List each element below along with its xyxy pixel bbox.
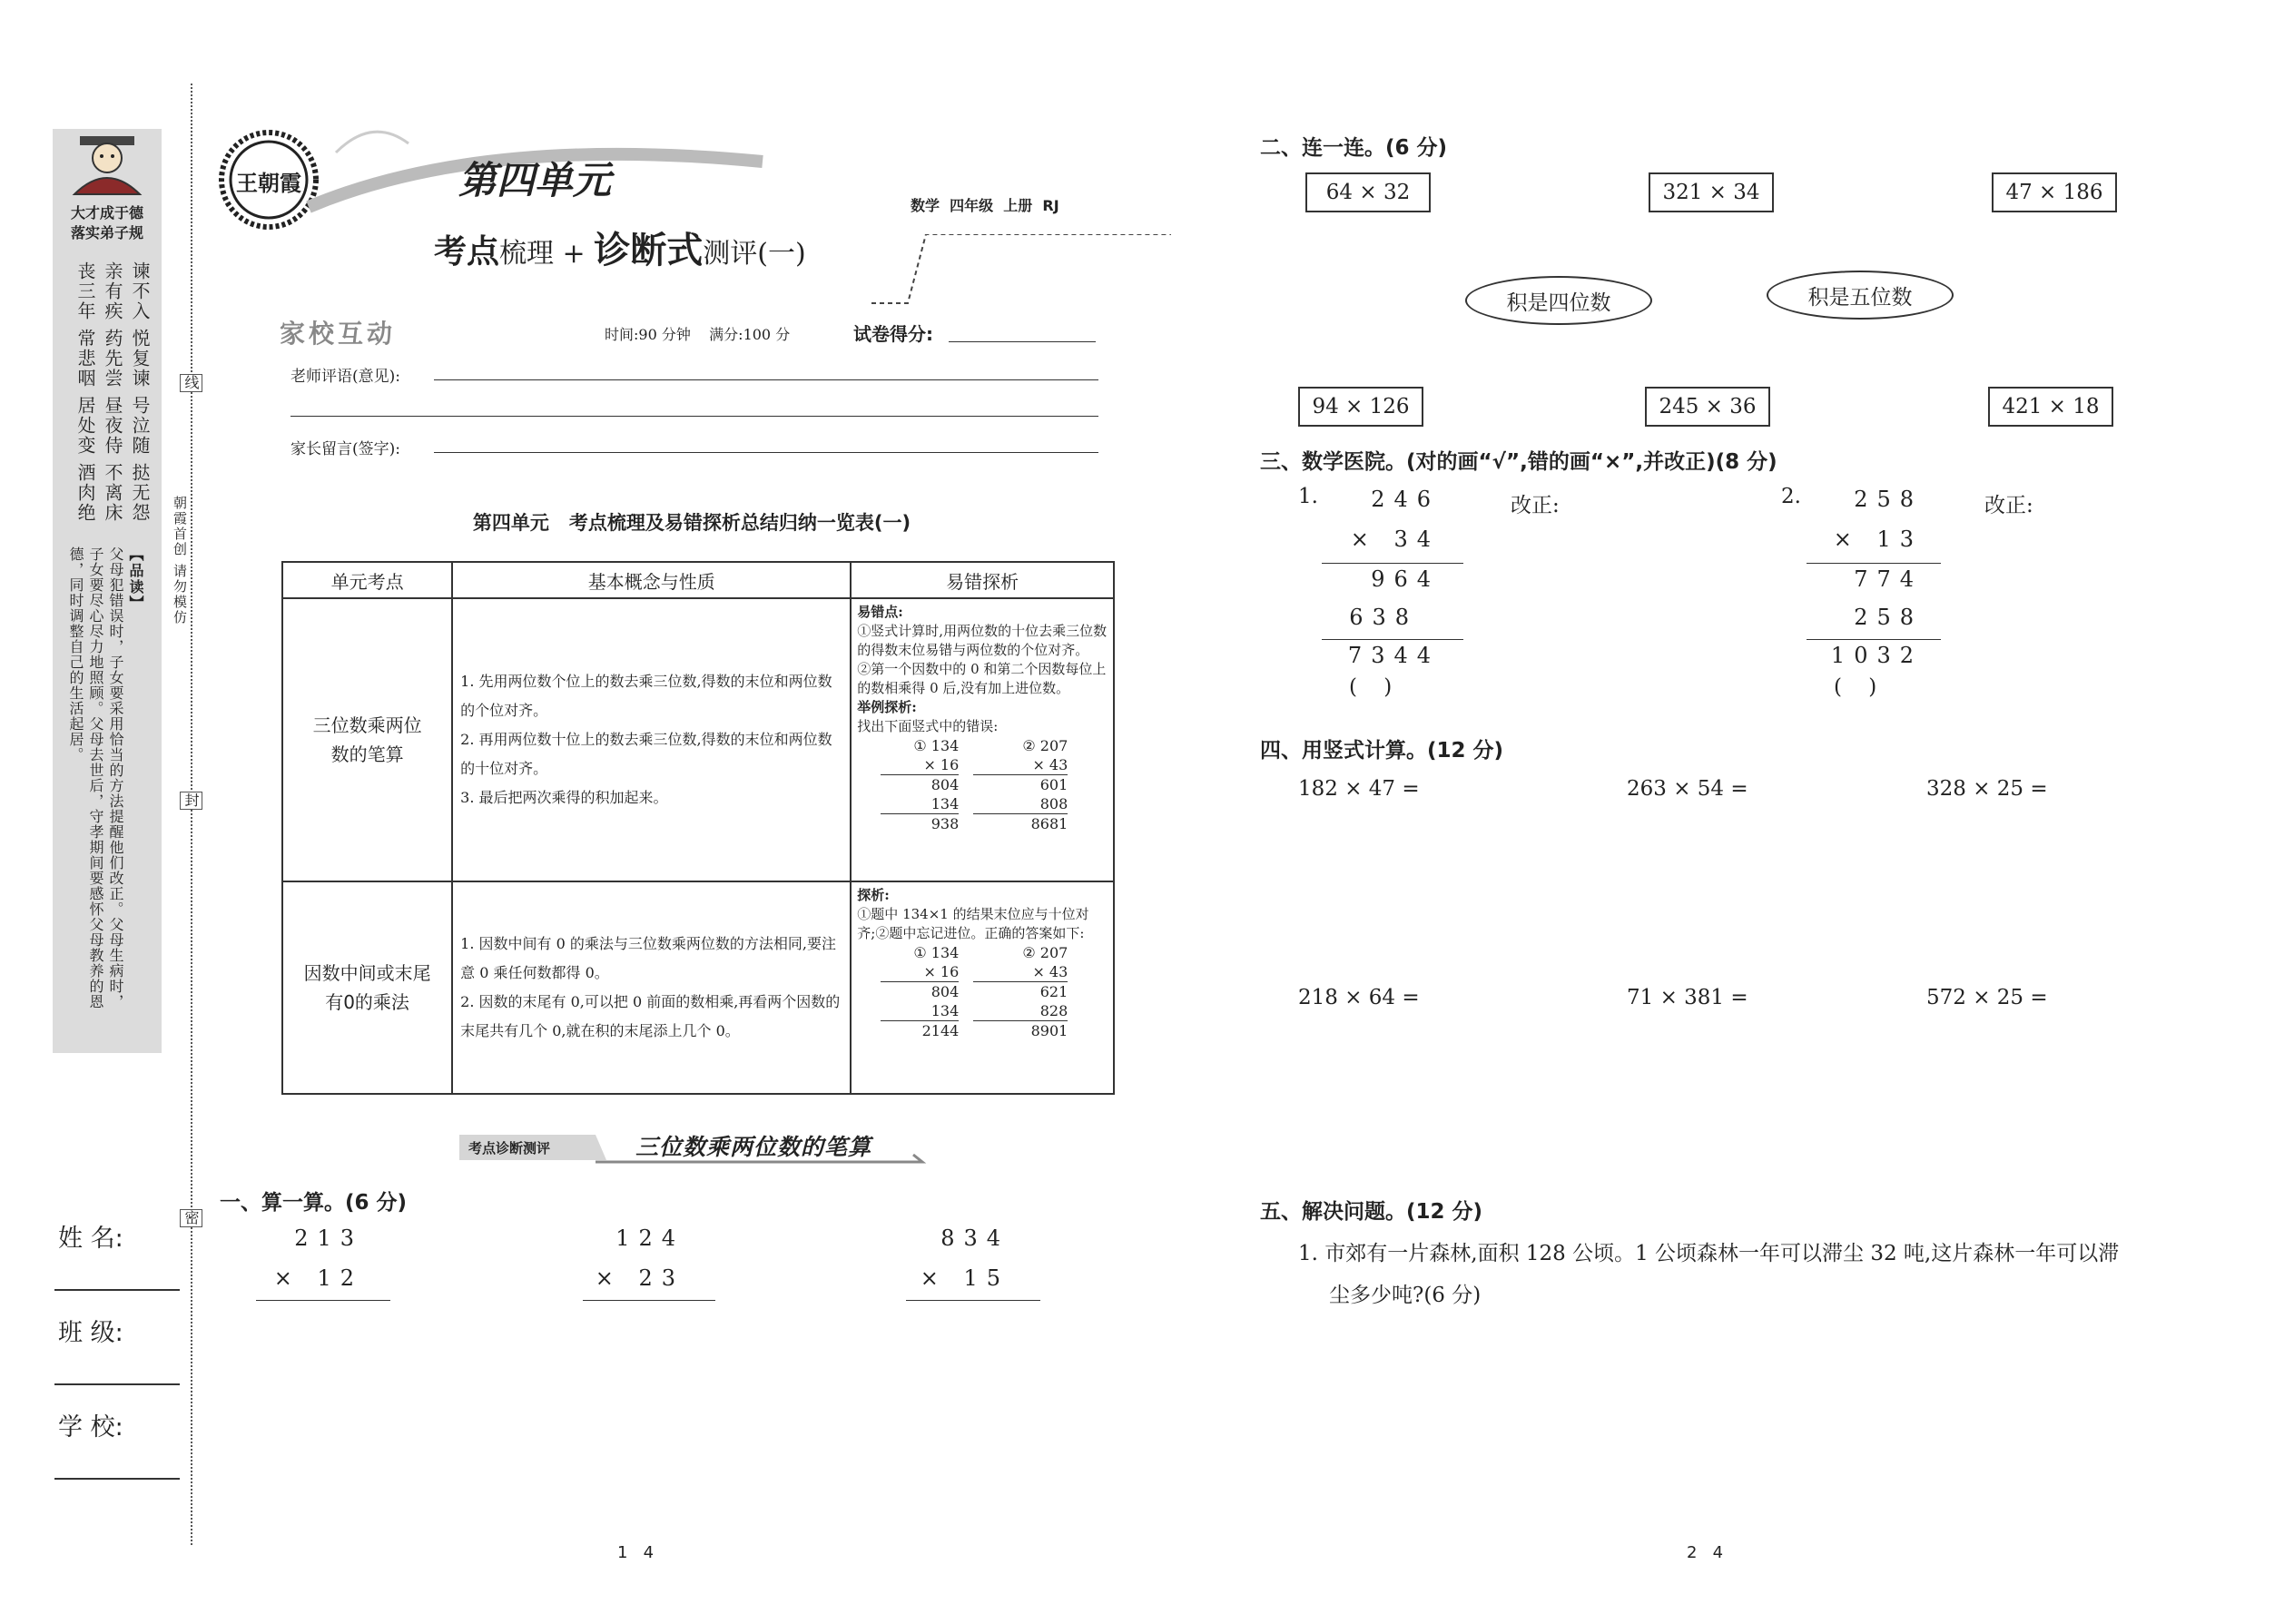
q1-top: 213	[294, 1225, 363, 1251]
q3-calc-line: 774	[1854, 566, 1923, 592]
banner-title: 三位数乘两位数的笔算	[635, 1134, 872, 1160]
poem-line: 昼夜侍	[102, 396, 123, 456]
sidebar-motto-top: 大才成于德	[70, 204, 143, 221]
summary-table	[281, 561, 1115, 1095]
cut-mark: 密	[180, 1209, 202, 1227]
q3-title: 三、数学医院。(对的画“√”,错的画“×”,并改正)(8 分)	[1260, 450, 1777, 474]
q1-bottom: × 12	[273, 1265, 363, 1291]
topic-cell: 因数中间或末尾有0的乘法	[282, 881, 452, 1094]
answer-calcs	[857, 943, 1108, 1040]
example-calc-1	[881, 736, 959, 833]
q1-bottom: × 15	[920, 1265, 1009, 1291]
q3-underline	[1322, 563, 1463, 564]
q4-item[interactable]: 328 × 25 =	[1926, 777, 2048, 801]
q3-underline	[1807, 639, 1941, 640]
match-box-bottom[interactable]: 94 × 126	[1298, 387, 1423, 427]
q4-item[interactable]: 218 × 64 =	[1298, 986, 1420, 1009]
poem-line: 丧三年	[74, 261, 96, 321]
q2-title: 二、连一连。(6 分)	[1260, 136, 1448, 160]
subtitle-part1: 考点	[434, 232, 500, 271]
calc-line: 804	[930, 983, 960, 1000]
q1-top: 124	[615, 1225, 684, 1251]
school-label: 学 校:	[58, 1413, 123, 1442]
page-number-right: 2 4	[1687, 1543, 1724, 1562]
concept-item: 3. 最后把两次乘得的积加起来。	[460, 789, 668, 806]
q3-calc-line: 7344	[1347, 643, 1440, 668]
errors-cell	[851, 598, 1114, 881]
q3-num: 2.	[1781, 485, 1801, 508]
calc-line: 804	[930, 776, 960, 793]
subject-tag: 数学 四年级 上册 RJ	[911, 197, 1059, 214]
answer-calc-1	[881, 943, 959, 1040]
calc-line: ② 207	[1022, 737, 1068, 754]
calc-line: × 43	[973, 962, 1068, 982]
q3-underline	[1322, 639, 1463, 640]
analysis-text: ①题中 134×1 的结果末位应与十位对齐;②题中忘记进位。正确的答案如下:	[857, 906, 1089, 941]
q3-calc-line: × 13	[1833, 527, 1923, 552]
score-label: 试卷得分:	[853, 323, 933, 345]
q3-fix-label: 改正:	[1984, 494, 2033, 517]
q4-title: 四、用竖式计算。(12 分)	[1260, 739, 1504, 763]
banner-tag: 考点诊断测评	[468, 1140, 551, 1156]
example-calcs	[857, 736, 1108, 833]
q3-calc-line: 246	[1371, 487, 1440, 512]
calc-line: × 16	[881, 755, 959, 775]
calc-line: 938	[930, 815, 960, 832]
q3-underline	[1807, 563, 1941, 564]
subtitle-part4: 测评(一)	[703, 238, 806, 270]
page-number-left: 1 4	[617, 1543, 655, 1562]
q1-bottom: × 23	[595, 1265, 684, 1291]
subtitle-part2: 梳理 +	[499, 238, 595, 270]
home-school-label: 家校互动	[280, 319, 397, 349]
q4-item[interactable]: 572 × 25 =	[1926, 986, 2048, 1009]
q3-num: 1.	[1298, 485, 1318, 508]
q3-calc-line: × 34	[1350, 527, 1440, 552]
teacher-comment-label: 老师评语(意见):	[290, 368, 400, 386]
copyright-note: 朝霞首创 请勿模仿	[172, 496, 188, 625]
calc-line: 621	[1039, 983, 1068, 1000]
calc-line: 134	[881, 794, 959, 814]
q1-top: 834	[940, 1225, 1009, 1251]
header-dashed-line	[871, 234, 1171, 307]
reading-text	[65, 546, 125, 1019]
q3-mark[interactable]: ( )	[1349, 675, 1393, 699]
poem-line: 悦复谏	[129, 329, 151, 389]
q3-calc-line: 638	[1349, 605, 1418, 630]
poem-line: 谏不入	[129, 261, 151, 321]
sidebar-motto-bottom: 落实弟子规	[70, 224, 143, 241]
q1-underline	[256, 1300, 390, 1301]
q4-item[interactable]: 182 × 47 =	[1298, 777, 1420, 801]
teacher-comment-line[interactable]	[434, 379, 1098, 380]
teacher-comment-line-2[interactable]	[290, 416, 1098, 417]
brand-name: 王朝霞	[236, 170, 301, 196]
calc-line: 601	[1039, 776, 1068, 793]
match-box-top[interactable]: 64 × 32	[1305, 172, 1431, 212]
calc-line: 2144	[921, 1022, 960, 1039]
q5-problem-line1: 1. 市郊有一片森林,面积 128 公顷。1 公顷森林一年可以滞尘 32 吨,这片森林一年可以滞	[1298, 1242, 2120, 1265]
cut-line	[191, 84, 192, 1545]
q1-underline	[906, 1300, 1040, 1301]
analysis-cell	[851, 881, 1114, 1094]
poem-line: 药先尝	[102, 329, 123, 389]
calc-line: 134	[881, 1001, 959, 1021]
parent-comment-label: 家长留言(签字):	[290, 440, 400, 458]
poem-line: 亲有疾	[102, 261, 123, 321]
name-line[interactable]	[54, 1289, 180, 1291]
example-prompt: 找出下面竖式中的错误:	[857, 718, 999, 734]
example-calc-2	[973, 736, 1068, 833]
calc-line: × 16	[881, 962, 959, 982]
q1-title: 一、算一算。(6 分)	[220, 1191, 408, 1215]
calc-line: ① 134	[913, 737, 960, 754]
q3-calc-line: 258	[1854, 487, 1923, 512]
calc-line: 8681	[1030, 815, 1068, 832]
unit-title: 第四单元	[458, 158, 612, 202]
calc-line: × 43	[973, 755, 1068, 775]
cut-mark: 线	[180, 374, 202, 392]
col-header: 单元考点	[282, 562, 452, 598]
poem-line: 挞无怨	[129, 463, 151, 523]
summary-header-row	[282, 562, 1114, 598]
poem-line: 号泣随	[129, 396, 151, 456]
match-box-bottom[interactable]: 245 × 36	[1645, 387, 1770, 427]
reading-label: 【品读】	[127, 546, 144, 612]
q3-fix-label: 改正:	[1511, 494, 1560, 517]
q4-item[interactable]: 263 × 54 =	[1627, 777, 1748, 801]
reading-text-body: 父母犯错误时，子女要采用恰当的方法提醒他们改正。父母生病时，子女要尽心尽力地照顾。父母去世后，守孝期间要感怀父母教养的恩德，同时调整自己的生活起居。	[67, 546, 124, 1009]
calc-line: ② 207	[1022, 944, 1068, 961]
poem-line: 常悲咽	[74, 329, 96, 389]
q3-calc-line: 1032	[1830, 643, 1923, 668]
poem-line: 居处变	[74, 396, 96, 456]
q5-title: 五、解决问题。(12 分)	[1260, 1200, 1483, 1224]
calc-line: ① 134	[913, 944, 960, 961]
time-info: 时间:90 分钟 满分:100 分	[605, 326, 791, 343]
cut-mark: 封	[180, 792, 202, 810]
topic-cell: 三位数乘两位数的笔算	[282, 598, 452, 881]
summary-row	[282, 881, 1114, 1094]
poem-line: 酒肉绝	[74, 463, 96, 523]
match-box-bottom[interactable]: 421 × 18	[1988, 387, 2113, 427]
col-header: 基本概念与性质	[452, 562, 851, 598]
analysis-label: 探析:	[857, 887, 890, 903]
score-line[interactable]	[949, 341, 1096, 342]
concept-item: 2. 因数的末尾有 0,可以把 0 前面的数相乘,再看两个因数的末尾共有几个 0,就在积的末尾添上几个 0。	[460, 993, 841, 1039]
mascot-illustration	[64, 134, 151, 196]
q1-underline	[583, 1300, 715, 1301]
concept-item: 2. 再用两位数十位上的数去乘三位数,得数的末位和两位数的十位对齐。	[460, 731, 832, 777]
summary-row	[282, 598, 1114, 881]
calc-line: 828	[973, 1001, 1068, 1021]
q3-mark[interactable]: ( )	[1834, 675, 1877, 699]
school-line[interactable]	[54, 1478, 180, 1480]
parent-comment-line[interactable]	[434, 452, 1098, 453]
match-box-top[interactable]: 47 × 186	[1992, 172, 2117, 212]
concept-item: 1. 先用两位数个位上的数去乘三位数,得数的末位和两位数的个位对齐。	[460, 673, 832, 719]
error-item: ①竖式计算时,用两位数的十位去乘三位数的得数末位易错与两位数的个位对齐。	[857, 623, 1108, 658]
q5-problem-line2: 尘多少吨?(6 分)	[1329, 1284, 1482, 1307]
subtitle	[434, 221, 806, 273]
concept-item: 1. 因数中间有 0 的乘法与三位数乘两位数的方法相同,要注意 0 乘任何数都得 0。	[460, 935, 836, 981]
class-line[interactable]	[54, 1383, 180, 1385]
calc-line: 8901	[1030, 1022, 1068, 1039]
col-header: 易错探析	[851, 562, 1114, 598]
calc-line: 808	[973, 794, 1068, 814]
concepts-cell	[452, 598, 851, 881]
error-item: ②第一个因数中的 0 和第二个因数每位上的数相乘得 0 后,没有加上进位数。	[857, 661, 1107, 696]
answer-calc-2	[973, 943, 1068, 1040]
q3-calc-line: 964	[1371, 566, 1440, 592]
summary-title: 第四单元 考点梳理及易错探析总结归纳一览表(一)	[472, 512, 911, 534]
match-oval[interactable]: 积是五位数	[1767, 271, 1954, 320]
q4-item[interactable]: 71 × 381 =	[1627, 986, 1748, 1009]
concepts-cell	[452, 881, 851, 1094]
class-label: 班 级:	[58, 1319, 123, 1347]
errors-label: 易错点:	[857, 604, 903, 620]
match-oval[interactable]: 积是四位数	[1465, 276, 1652, 325]
subtitle-part3: 诊断式	[594, 229, 704, 271]
q3-calc-line: 258	[1854, 605, 1923, 630]
name-label: 姓 名:	[58, 1225, 123, 1253]
example-label: 举例探析:	[857, 699, 917, 715]
poem-line: 不离床	[102, 463, 123, 523]
match-box-top[interactable]: 321 × 34	[1649, 172, 1774, 212]
